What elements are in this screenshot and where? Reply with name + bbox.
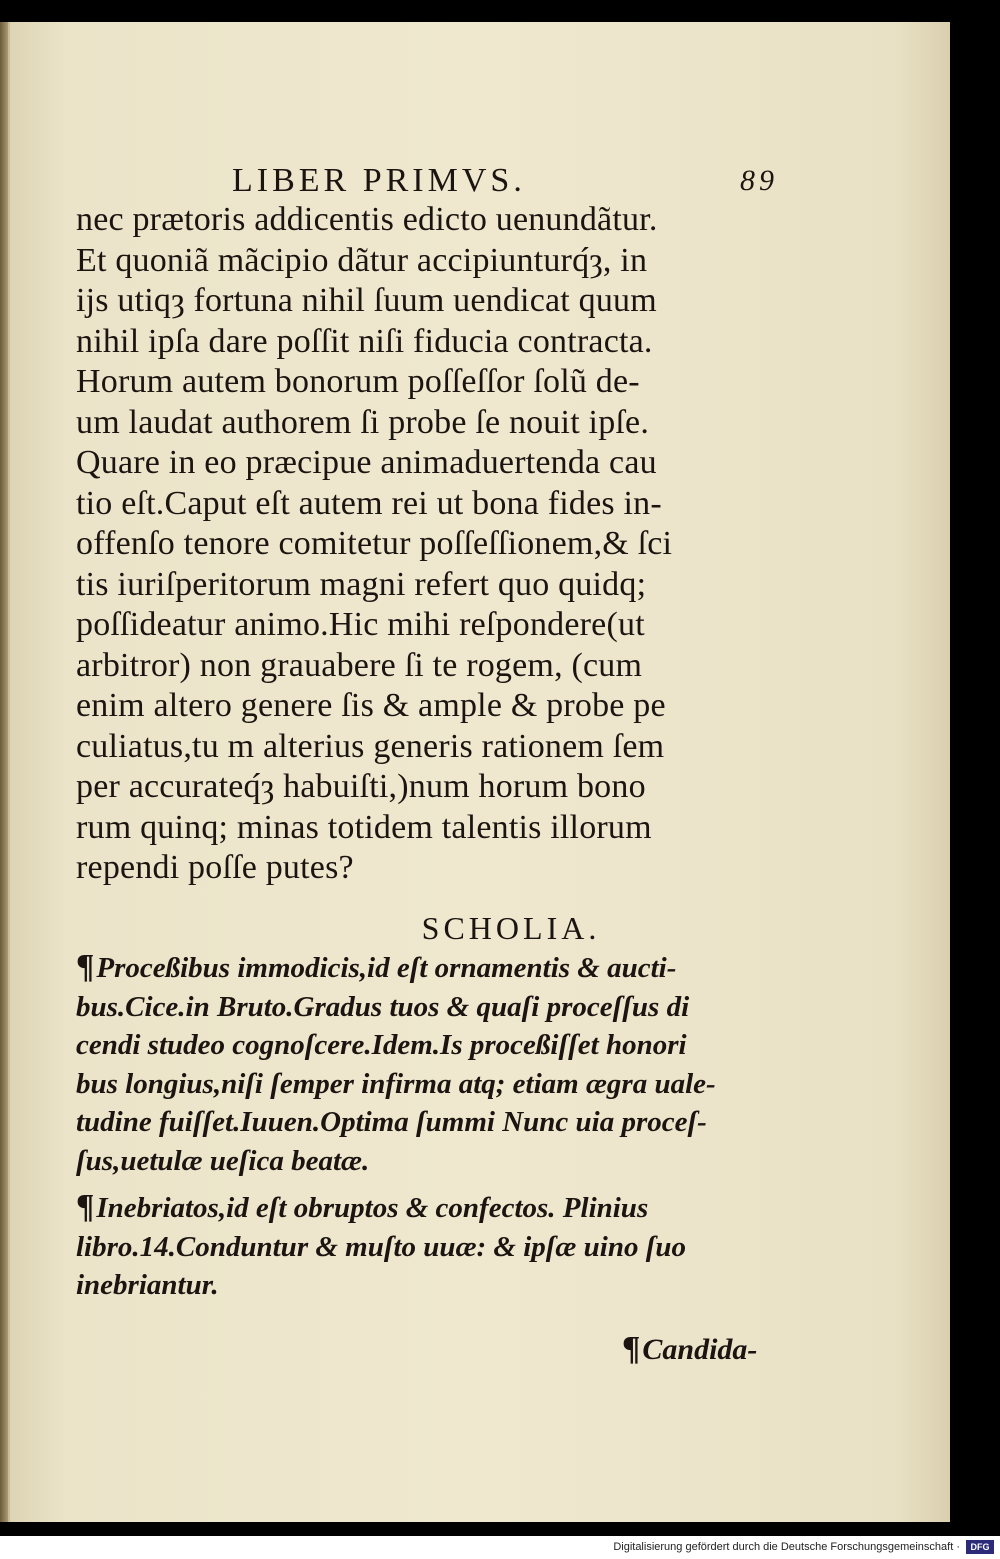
text-line: enim altero genere ſis & ample & probe pe [76, 687, 666, 724]
funding-credit: Digitalisierung gefördert durch die Deutsche Forschungsgemeinschaft · [613, 1541, 960, 1553]
text-line: offenſo tenore comitetur poſſeſſionem,& ſci [76, 525, 673, 562]
book-page [8, 22, 952, 1522]
folio-number: 89 [740, 164, 778, 197]
scholia-line: tudine fuiſſet.Iuuen.Optima ſummi Nunc uia proceſ- [76, 1106, 707, 1138]
scholia-line: libro.14.Conduntur & muſto uuæ: & ipſæ uino ſuo [76, 1230, 686, 1263]
main-text-block [76, 200, 796, 889]
pilcrow-icon: ¶ [622, 1330, 641, 1367]
scholia-line: bus longius,niſi ſemper infirma atq; etiam ægra uale- [76, 1067, 716, 1100]
scholia-line: ¶Inebriatos,id eſt obruptos & confectos. Plinius [76, 1188, 649, 1225]
scan-footer [0, 1536, 1000, 1559]
dfg-logo: DFG [966, 1540, 994, 1554]
text-line: rum quinq; minas totidem talentis illorum [76, 808, 652, 846]
text-line: nec prætoris addicentis edicto uenundãtur. [76, 201, 658, 238]
scholia-line: bus.Cice.in Bruto.Gradus tuos & quaſi proceſſus di [76, 990, 690, 1023]
scholia-line: cendi studeo cognoſcere.Idem.Is proceßiſſet honori [76, 1029, 687, 1061]
text-line: culiatus,tu m alterius generis rationem ſem [76, 727, 665, 765]
scan-margin [950, 22, 1000, 1522]
text-line: rependi poſſe putes? [76, 849, 354, 886]
scholia-line: ¶Proceßibus immodicis,id eſt ornamentis & aucti- [76, 948, 677, 985]
catchword: ¶Candida- [622, 1330, 758, 1367]
text-line: Quare in eo præcipue animaduertenda cau [76, 444, 657, 481]
text-line: per accurateq́ȝ habuiſti,)num horum bono [76, 768, 646, 805]
pilcrow-icon: ¶ [76, 1188, 95, 1225]
scholia-notes [76, 948, 796, 1305]
text-line: poſſideatur animo.Hic mihi reſpondere(ut [76, 606, 645, 643]
text-line: arbitror) non grauabere ſi te rogem, (cum [76, 646, 643, 684]
scholia-line: inebriantur. [76, 1269, 219, 1301]
text-line: ijs utiqȝ fortuna nihil ſuum uendicat quum [76, 282, 657, 319]
running-head: LIBER PRIMVS. [232, 162, 526, 199]
text-line: tio eſt.Caput eſt autem rei ut bona fides in- [76, 484, 662, 522]
text-line: nihil ipſa dare poſſit niſi fiducia contracta. [76, 322, 653, 360]
text-line: um laudat authorem ſi probe ſe nouit ipſe. [76, 403, 650, 441]
text-line: tis iuriſperitorum magni refert quo quidq; [76, 565, 647, 603]
text-line: Horum autem bonorum poſſeſſor ſolũ de- [76, 363, 640, 400]
scholia-line: ſus,uetulæ ueſica beatæ. [76, 1144, 370, 1177]
scholia-heading: SCHOLIA. [421, 910, 601, 946]
text-line: Et quoniã mãcipio dãtur accipiunturq́ȝ, in [76, 241, 648, 279]
pilcrow-icon: ¶ [76, 948, 95, 985]
